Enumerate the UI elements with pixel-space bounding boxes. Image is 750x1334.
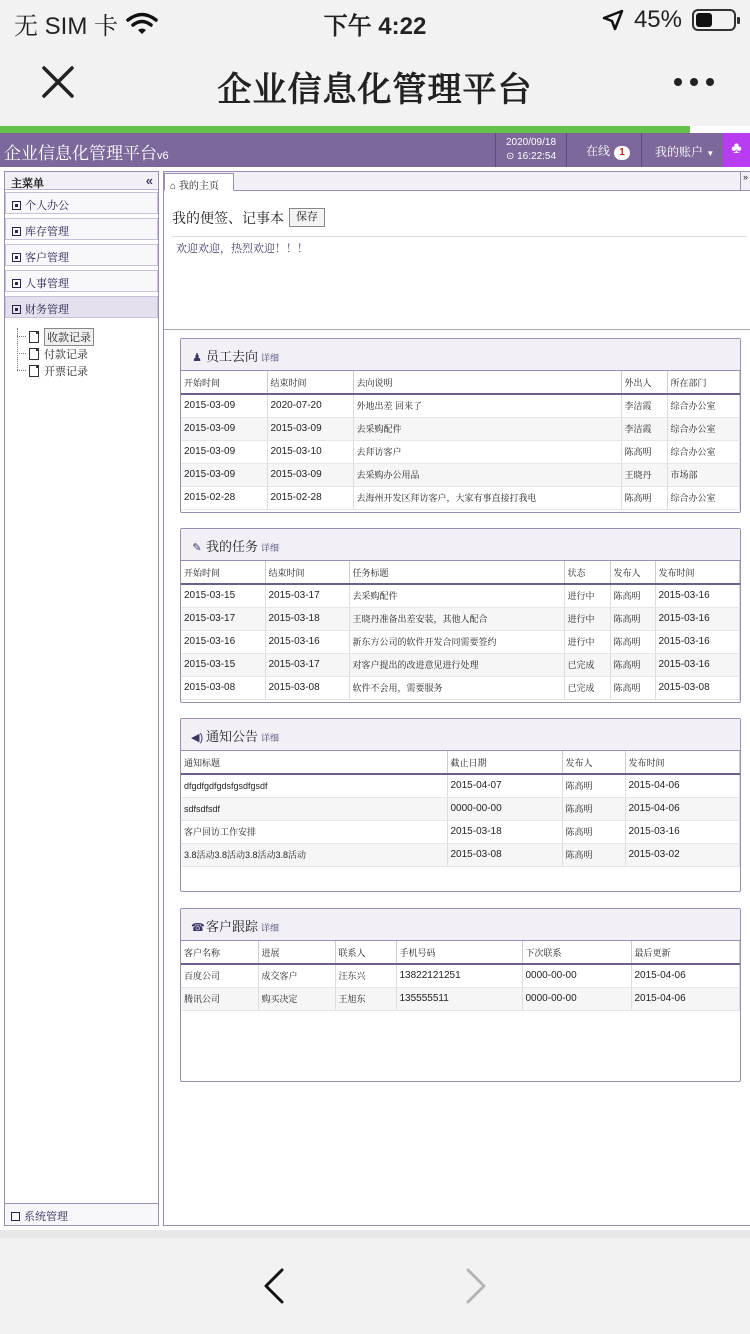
- column-header: 发布人: [610, 561, 655, 584]
- column-header: 所在部门: [667, 371, 740, 394]
- table-row[interactable]: [181, 463, 740, 486]
- detail-link[interactable]: 详细: [261, 543, 280, 553]
- table-cell: 去拜访客户: [353, 440, 621, 463]
- table-cell: 陈高明: [621, 486, 667, 509]
- table-cell: 陈高明: [562, 774, 625, 797]
- phone-icon: ☎: [191, 922, 205, 934]
- table-cell: 综合办公室: [667, 394, 740, 417]
- table-cell: 2015-04-06: [631, 987, 740, 1010]
- user-icon: ♟: [192, 352, 202, 364]
- more-icon[interactable]: [674, 78, 714, 86]
- table-cell: 0000-00-00: [522, 987, 631, 1010]
- table-cell: 135555511: [396, 987, 522, 1010]
- table-cell: 客户回访工作安排: [181, 820, 447, 843]
- table-cell: 2015-02-28: [267, 486, 353, 509]
- column-header: 发布时间: [625, 751, 740, 774]
- table-cell: 去采购配件: [353, 417, 621, 440]
- column-header: 结束时间: [265, 561, 349, 584]
- table-cell: 2015-03-08: [655, 676, 740, 699]
- expand-box-icon: [12, 279, 21, 288]
- column-header: 通知标题: [181, 751, 447, 774]
- table-cell: 2015-03-15: [181, 584, 265, 607]
- expand-box-icon: [12, 253, 21, 262]
- table-cell: 李洁霞: [621, 417, 667, 440]
- table-cell: 2015-03-08: [447, 843, 562, 866]
- table-row[interactable]: [181, 394, 740, 417]
- table-cell: 2015-03-09: [181, 417, 267, 440]
- notes-section: [164, 192, 750, 330]
- table-cell: 2015-03-16: [625, 820, 740, 843]
- panel-title: 通知公告: [206, 729, 259, 744]
- table-row[interactable]: [181, 843, 740, 866]
- table-cell: 购买决定: [258, 987, 335, 1010]
- tree-item-receipts[interactable]: [17, 328, 158, 345]
- tab-scroll-icon[interactable]: »: [740, 172, 750, 190]
- sidebar-item-finance[interactable]: [5, 296, 158, 318]
- table-cell: 2015-03-15: [181, 653, 265, 676]
- detail-link[interactable]: 详细: [261, 923, 280, 933]
- account-label: 我的账户: [655, 145, 704, 159]
- table-cell: 百度公司: [181, 964, 258, 987]
- panel-title: 我的任务: [206, 539, 259, 554]
- online-users-button[interactable]: [578, 133, 642, 167]
- table-cell: 成交客户: [258, 964, 335, 987]
- table-cell: 已完成: [564, 653, 610, 676]
- table-row[interactable]: [181, 417, 740, 440]
- web-app: [0, 126, 750, 1230]
- table-cell: 进行中: [564, 607, 610, 630]
- document-icon: [29, 348, 39, 360]
- table-cell: 2015-03-16: [181, 630, 265, 653]
- nav-bar: [0, 40, 750, 126]
- save-button[interactable]: 保存: [289, 208, 325, 227]
- forward-icon: [464, 1268, 488, 1304]
- panel-title: 员工去向: [206, 349, 259, 364]
- column-header: 发布时间: [655, 561, 740, 584]
- sidebar-item-hr[interactable]: [5, 270, 158, 292]
- table-cell: 2015-03-09: [267, 417, 353, 440]
- table-cell: 2015-04-07: [447, 774, 562, 797]
- tree-item-label: 开票记录: [44, 365, 88, 378]
- panel-title: 客户跟踪: [206, 919, 259, 934]
- table-cell: 2015-03-18: [447, 820, 562, 843]
- table-cell: 2015-03-02: [625, 843, 740, 866]
- table-cell: 李洁霞: [621, 394, 667, 417]
- sidebar-item-label: 人事管理: [25, 278, 69, 290]
- sidebar-item-personal-office[interactable]: [5, 192, 158, 214]
- clock: 下午 4:22: [323, 13, 427, 40]
- table-cell: 陈高明: [610, 676, 655, 699]
- column-header: 结束时间: [267, 371, 353, 394]
- table-row[interactable]: [181, 797, 740, 820]
- table-cell: 已完成: [564, 676, 610, 699]
- column-header: 去向说明: [353, 371, 621, 394]
- table-cell: 王晓丹: [621, 463, 667, 486]
- table-cell: 进行中: [564, 584, 610, 607]
- sidebar-item-system[interactable]: [5, 1203, 158, 1225]
- brand-title: 企业信息化管理平台: [4, 144, 157, 163]
- sidebar-item-label: 系统管理: [24, 1211, 68, 1223]
- app-brand: [4, 139, 169, 164]
- table-cell: 陈高明: [610, 607, 655, 630]
- table-cell: 对客户提出的改进意见进行处理: [349, 653, 564, 676]
- battery-icon: [692, 9, 736, 31]
- panel-header: [181, 339, 740, 371]
- expand-box-icon: [12, 201, 21, 210]
- table-cell: 2015-03-16: [655, 584, 740, 607]
- panel-header: [181, 909, 740, 941]
- edit-icon: ✎: [192, 542, 202, 554]
- table-cell: 综合办公室: [667, 486, 740, 509]
- table-cell: 陈高明: [610, 630, 655, 653]
- location-arrow-icon: [602, 9, 624, 31]
- table-cell: 2015-03-08: [265, 676, 349, 699]
- panel-staff: [180, 338, 741, 513]
- column-header: 进展: [258, 941, 335, 964]
- sidebar: [4, 171, 159, 1226]
- status-bar: [0, 0, 750, 40]
- my-account-menu[interactable]: [643, 133, 723, 167]
- table-cell: 2015-03-09: [181, 463, 267, 486]
- staff-table: [181, 371, 740, 510]
- column-header: 手机号码: [396, 941, 522, 964]
- table-cell: 0000-00-00: [522, 964, 631, 987]
- expand-box-icon: [12, 227, 21, 236]
- table-cell: 陈高明: [610, 653, 655, 676]
- main-content: [163, 171, 750, 1226]
- table-cell: 2015-03-09: [181, 440, 267, 463]
- table-cell: 2015-03-16: [655, 607, 740, 630]
- table-cell: 2015-03-16: [655, 653, 740, 676]
- notes-textarea[interactable]: 欢迎欢迎，热烈欢迎！！！: [176, 243, 308, 255]
- battery-percent: 45%: [633, 6, 682, 33]
- table-cell: 2020-07-20: [267, 394, 353, 417]
- table-row[interactable]: [181, 440, 740, 463]
- table-cell: 王旭东: [335, 987, 396, 1010]
- table-cell: 陈高明: [621, 440, 667, 463]
- column-header: 下次联系: [522, 941, 631, 964]
- table-cell: 腾讯公司: [181, 987, 258, 1010]
- table-cell: 2015-03-09: [267, 463, 353, 486]
- table-cell: 2015-02-28: [181, 486, 267, 509]
- table-cell: 2015-04-06: [625, 797, 740, 820]
- column-header: 外出人: [621, 371, 667, 394]
- table-cell: 市场部: [667, 463, 740, 486]
- table-cell: 陈高明: [562, 820, 625, 843]
- notes-title: 我的便签、记事本: [172, 210, 284, 226]
- customers-table: [181, 941, 740, 1011]
- panel-header: [181, 529, 740, 561]
- sidebar-item-label: 库存管理: [25, 226, 69, 238]
- table-row[interactable]: [181, 653, 740, 676]
- table-cell: 王晓丹准备出差安装，其他人配合: [349, 607, 564, 630]
- column-header: 开始时间: [181, 561, 265, 584]
- carrier-label: 无 SIM 卡: [14, 13, 119, 40]
- table-cell: 去采购配件: [349, 584, 564, 607]
- sidebar-item-customers[interactable]: [5, 244, 158, 266]
- finance-tree: [5, 322, 158, 379]
- column-header: 最后更新: [631, 941, 740, 964]
- panel-notices: [180, 718, 741, 892]
- tab-label: 我的主页: [178, 181, 219, 192]
- sidebar-header: [5, 172, 158, 190]
- home-icon: ⌂: [170, 181, 177, 192]
- table-cell: 13822121251: [396, 964, 522, 987]
- table-cell: 2015-04-06: [631, 964, 740, 987]
- header-date: 2020/09/18: [505, 137, 557, 148]
- table-cell: 进行中: [564, 630, 610, 653]
- table-cell: 2015-03-16: [265, 630, 349, 653]
- online-label: 在线: [586, 144, 611, 158]
- table-row[interactable]: [181, 630, 740, 653]
- table-cell: 去海州开发区拜访客户，大家有事直接打我电: [353, 486, 621, 509]
- sidebar-item-inventory[interactable]: [5, 218, 158, 240]
- sidebar-item-label: 个人办公: [25, 200, 69, 212]
- table-cell: 2015-03-08: [181, 676, 265, 699]
- column-header: 开始时间: [181, 371, 267, 394]
- clock-icon: ⊙: [505, 151, 515, 162]
- tree-item-payments[interactable]: [17, 345, 158, 362]
- table-row[interactable]: [181, 820, 740, 843]
- table-cell: 综合办公室: [667, 417, 740, 440]
- table-cell: 3.8活动3.8活动3.8活动3.8活动: [181, 843, 447, 866]
- table-row[interactable]: [181, 964, 740, 987]
- brand-version: v6: [157, 150, 169, 162]
- table-cell: 2015-03-17: [265, 584, 349, 607]
- online-count-badge: 1: [614, 146, 630, 160]
- table-row[interactable]: [181, 486, 740, 509]
- table-cell: 2015-03-17: [265, 653, 349, 676]
- tree-item-label: 付款记录: [44, 348, 88, 361]
- back-icon[interactable]: [262, 1268, 286, 1304]
- table-cell: 汪东兴: [335, 964, 396, 987]
- table-cell: 陈高明: [562, 797, 625, 820]
- status-right: [602, 6, 736, 34]
- header-time: 16:22:54: [517, 151, 557, 162]
- table-cell: 陈高明: [562, 843, 625, 866]
- tab-home[interactable]: [164, 173, 234, 191]
- expand-box-icon: [11, 1212, 20, 1221]
- notes-divider: [172, 236, 747, 237]
- app-header: [0, 133, 750, 167]
- document-icon: [29, 331, 39, 343]
- loading-progress-bar: [0, 126, 690, 133]
- table-cell: 2015-03-16: [655, 630, 740, 653]
- table-cell: 0000-00-00: [447, 797, 562, 820]
- table-row[interactable]: [181, 584, 740, 607]
- browser-toolbar: [0, 1238, 750, 1334]
- nav-title: 企业信息化管理平台: [217, 71, 533, 109]
- table-cell: dfgdfgdfgdsfgsdfgsdf: [181, 774, 447, 797]
- caret-down-icon: ▼: [706, 149, 715, 158]
- table-cell: 2015-03-17: [181, 607, 265, 630]
- collapse-icon[interactable]: «: [145, 173, 153, 188]
- tree-icon[interactable]: ♣: [723, 133, 750, 167]
- panel-customers: [180, 908, 741, 1082]
- document-icon: [29, 365, 39, 377]
- volume-icon: ◀): [191, 732, 204, 744]
- table-cell: 陈高明: [610, 584, 655, 607]
- column-header: 截止日期: [447, 751, 562, 774]
- table-row[interactable]: [181, 774, 740, 797]
- table-row[interactable]: [181, 676, 740, 699]
- sidebar-item-label: 客户管理: [25, 252, 69, 264]
- table-cell: 2015-03-09: [181, 394, 267, 417]
- table-cell: 新东方公司的软件开发合同需要签约: [349, 630, 564, 653]
- tasks-table: [181, 561, 740, 700]
- table-cell: 2015-03-10: [267, 440, 353, 463]
- header-datetime: [495, 133, 567, 167]
- table-row[interactable]: [181, 987, 740, 1010]
- column-header: 发布人: [562, 751, 625, 774]
- detail-link[interactable]: 详细: [261, 353, 280, 363]
- tab-bar: [164, 172, 750, 191]
- panel-header: [181, 719, 740, 751]
- collapse-box-icon: [12, 305, 21, 314]
- toolbar-divider: [0, 1230, 750, 1238]
- column-header: 客户名称: [181, 941, 258, 964]
- table-cell: 综合办公室: [667, 440, 740, 463]
- table-cell: sdfsdfsdf: [181, 797, 447, 820]
- sidebar-item-label: 财务管理: [25, 304, 69, 316]
- column-header: 状态: [564, 561, 610, 584]
- table-cell: 2015-03-18: [265, 607, 349, 630]
- panel-tasks: [180, 528, 741, 703]
- notices-table: [181, 751, 740, 867]
- tree-item-invoices[interactable]: [17, 362, 158, 379]
- column-header: 联系人: [335, 941, 396, 964]
- table-cell: 软件不会用，需要服务: [349, 676, 564, 699]
- column-header: 任务标题: [349, 561, 564, 584]
- table-cell: 去采购办公用品: [353, 463, 621, 486]
- table-cell: 2015-04-06: [625, 774, 740, 797]
- tree-item-label: 收款记录: [44, 328, 94, 346]
- table-row[interactable]: [181, 607, 740, 630]
- detail-link[interactable]: 详细: [261, 733, 280, 743]
- sidebar-title: 主菜单: [11, 178, 44, 190]
- table-cell: 外地出差 回来了: [353, 394, 621, 417]
